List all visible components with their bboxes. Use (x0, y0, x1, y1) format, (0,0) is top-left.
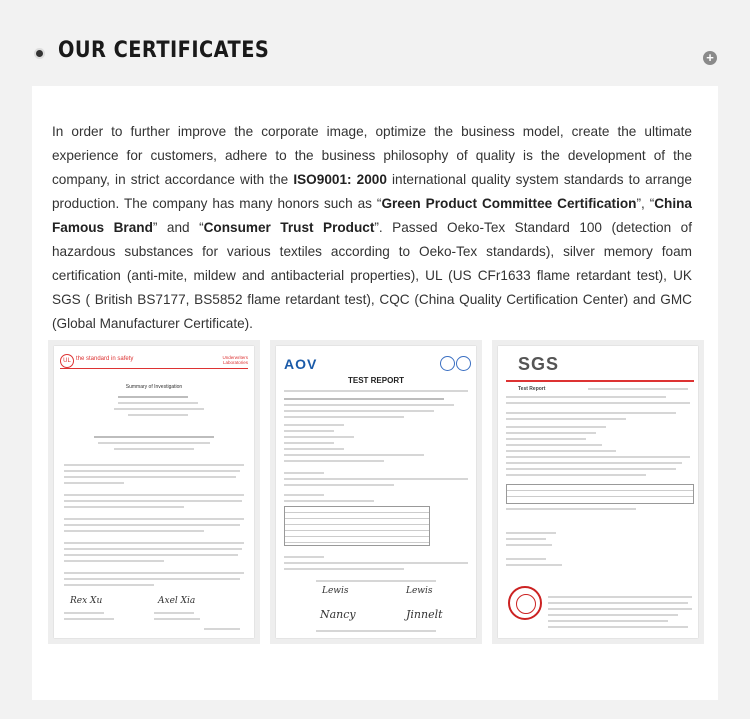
certificate-heading: Test Report (518, 386, 546, 392)
signature-2: Axel Xia (158, 596, 196, 606)
expand-icon[interactable]: + (703, 51, 717, 65)
bullet-icon (36, 50, 43, 57)
certificate-heading: Summary of Investigation (125, 384, 183, 390)
sgs-logo: SGS (518, 354, 560, 374)
intro-text: ”. Passed Oeko-Tex Standard 100 (detection of hazardous substances for various textiles according to Oeko-Tex standards), silver memory foam certification (anti-mite, mildew and antibacterial properties), UL (US CFr1633 flame retardant test), UK SGS ( British BS7177, BS5852 flame retardant test), CQC (China Quality Certification Center) and GMC (Global Manufacturer Certificate). (52, 220, 692, 331)
certificate-card-aov[interactable] (270, 340, 482, 644)
accreditation-seal-icon (440, 356, 455, 371)
ul-tagline: the standard in safety (76, 356, 134, 362)
official-seal-icon (508, 586, 542, 620)
ul-header (60, 354, 248, 369)
section-title: OUR CERTIFICATES (58, 38, 270, 63)
intro-text: international quality system standards to arrange production. The company has many honors such as “ (52, 172, 692, 211)
ul-issuer: Underwriters Laboratories (222, 355, 248, 365)
results-table (506, 484, 694, 504)
ul-logo-icon: UL (60, 354, 74, 368)
signature-1: Rex Xu (70, 596, 103, 606)
famous-brand-highlight: China Famous Brand (52, 196, 692, 235)
iso-highlight: ISO9001: 2000 (293, 172, 387, 187)
green-product-highlight: Green Product Committee Certification (381, 196, 637, 211)
certificate-heading: TEST REPORT (347, 376, 404, 385)
signature-3: Nancy (320, 608, 356, 621)
aov-logo: AOV (284, 356, 318, 372)
signature-4: Jinnelt (406, 608, 443, 621)
certificate-image (498, 346, 698, 638)
intro-text: ”, “ (636, 196, 655, 211)
signature-1: Lewis (322, 586, 349, 596)
accreditation-seal-icon (456, 356, 471, 371)
certificate-card-sgs[interactable] (492, 340, 704, 644)
intro-text: ” and “ (152, 220, 204, 235)
certificate-image (276, 346, 476, 638)
certificate-card-ul[interactable] (48, 340, 260, 644)
signature-2: Lewis (406, 586, 433, 596)
intro-text: In order to further improve the corporate image, optimize the business model, create the ultimate experience for customers, adhere to the business philosophy of quality is the development of the company, in strict accordance with the (52, 124, 692, 187)
consumer-trust-highlight: Consumer Trust Product (203, 220, 375, 235)
certificate-image (54, 346, 254, 638)
intro-paragraph (52, 120, 692, 336)
certificate-gallery (48, 340, 704, 644)
section-header (0, 0, 750, 86)
content-panel (32, 86, 718, 700)
results-table (284, 506, 430, 546)
